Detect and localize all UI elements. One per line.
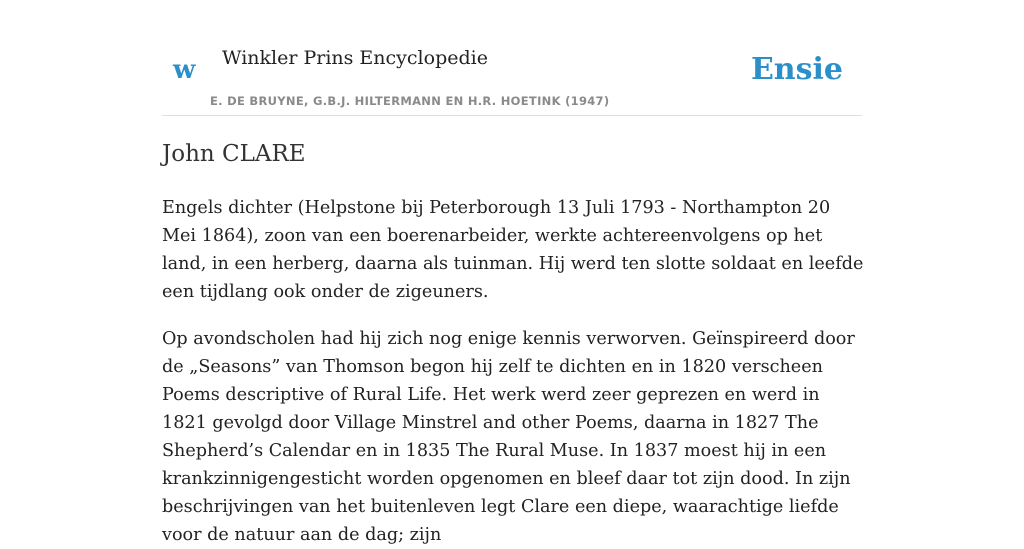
book-authors: E. DE BRUYNE, G.B.J. HILTERMANN EN H.R. HOETINK (1947): [210, 94, 610, 108]
article-paragraph-1: Engels dichter (Helpstone bij Peterborough 13 Juli 1793 - Northampton 20 Mei 1864), zoon van een boerenarbeider, werkte achtereenvolgens op het land, in een herberg, daarna als tuinman. Hij werd ten slotte soldaat en leefde een tijdlang ook onder de zigeuners.: [162, 198, 864, 302]
winkler-prins-logo[interactable]: w: [173, 55, 196, 85]
book-title[interactable]: Winkler Prins Encyclopedie: [222, 47, 488, 69]
article-paragraph-2: Op avondscholen had hij zich nog enige kennis verworven. Geïnspireerd door de „Seasons” van Thomson begon hij zelf te dichten en in 1820 verscheen Poems descriptive of Rural Life. Het werk werd zeer geprezen en werd in 1821 gevolgd door Village Minstrel and other Poems, daarna in 1827 The Shepherd’s Calendar en in 1835 The Rural Muse. In 1837 moest hij in een krankzinnigengesticht worden opgenomen en bleef daar tot zijn dood. In zijn beschrijvingen van het buitenleven legt Clare een diepe, waarachtige liefde voor de natuur aan de dag; zijn: [162, 329, 855, 545]
entry-title: John CLARE: [162, 141, 306, 167]
site-header: [162, 40, 862, 116]
ensie-logo-link[interactable]: Ensie: [750, 52, 843, 87]
article-content: [162, 138, 864, 549]
